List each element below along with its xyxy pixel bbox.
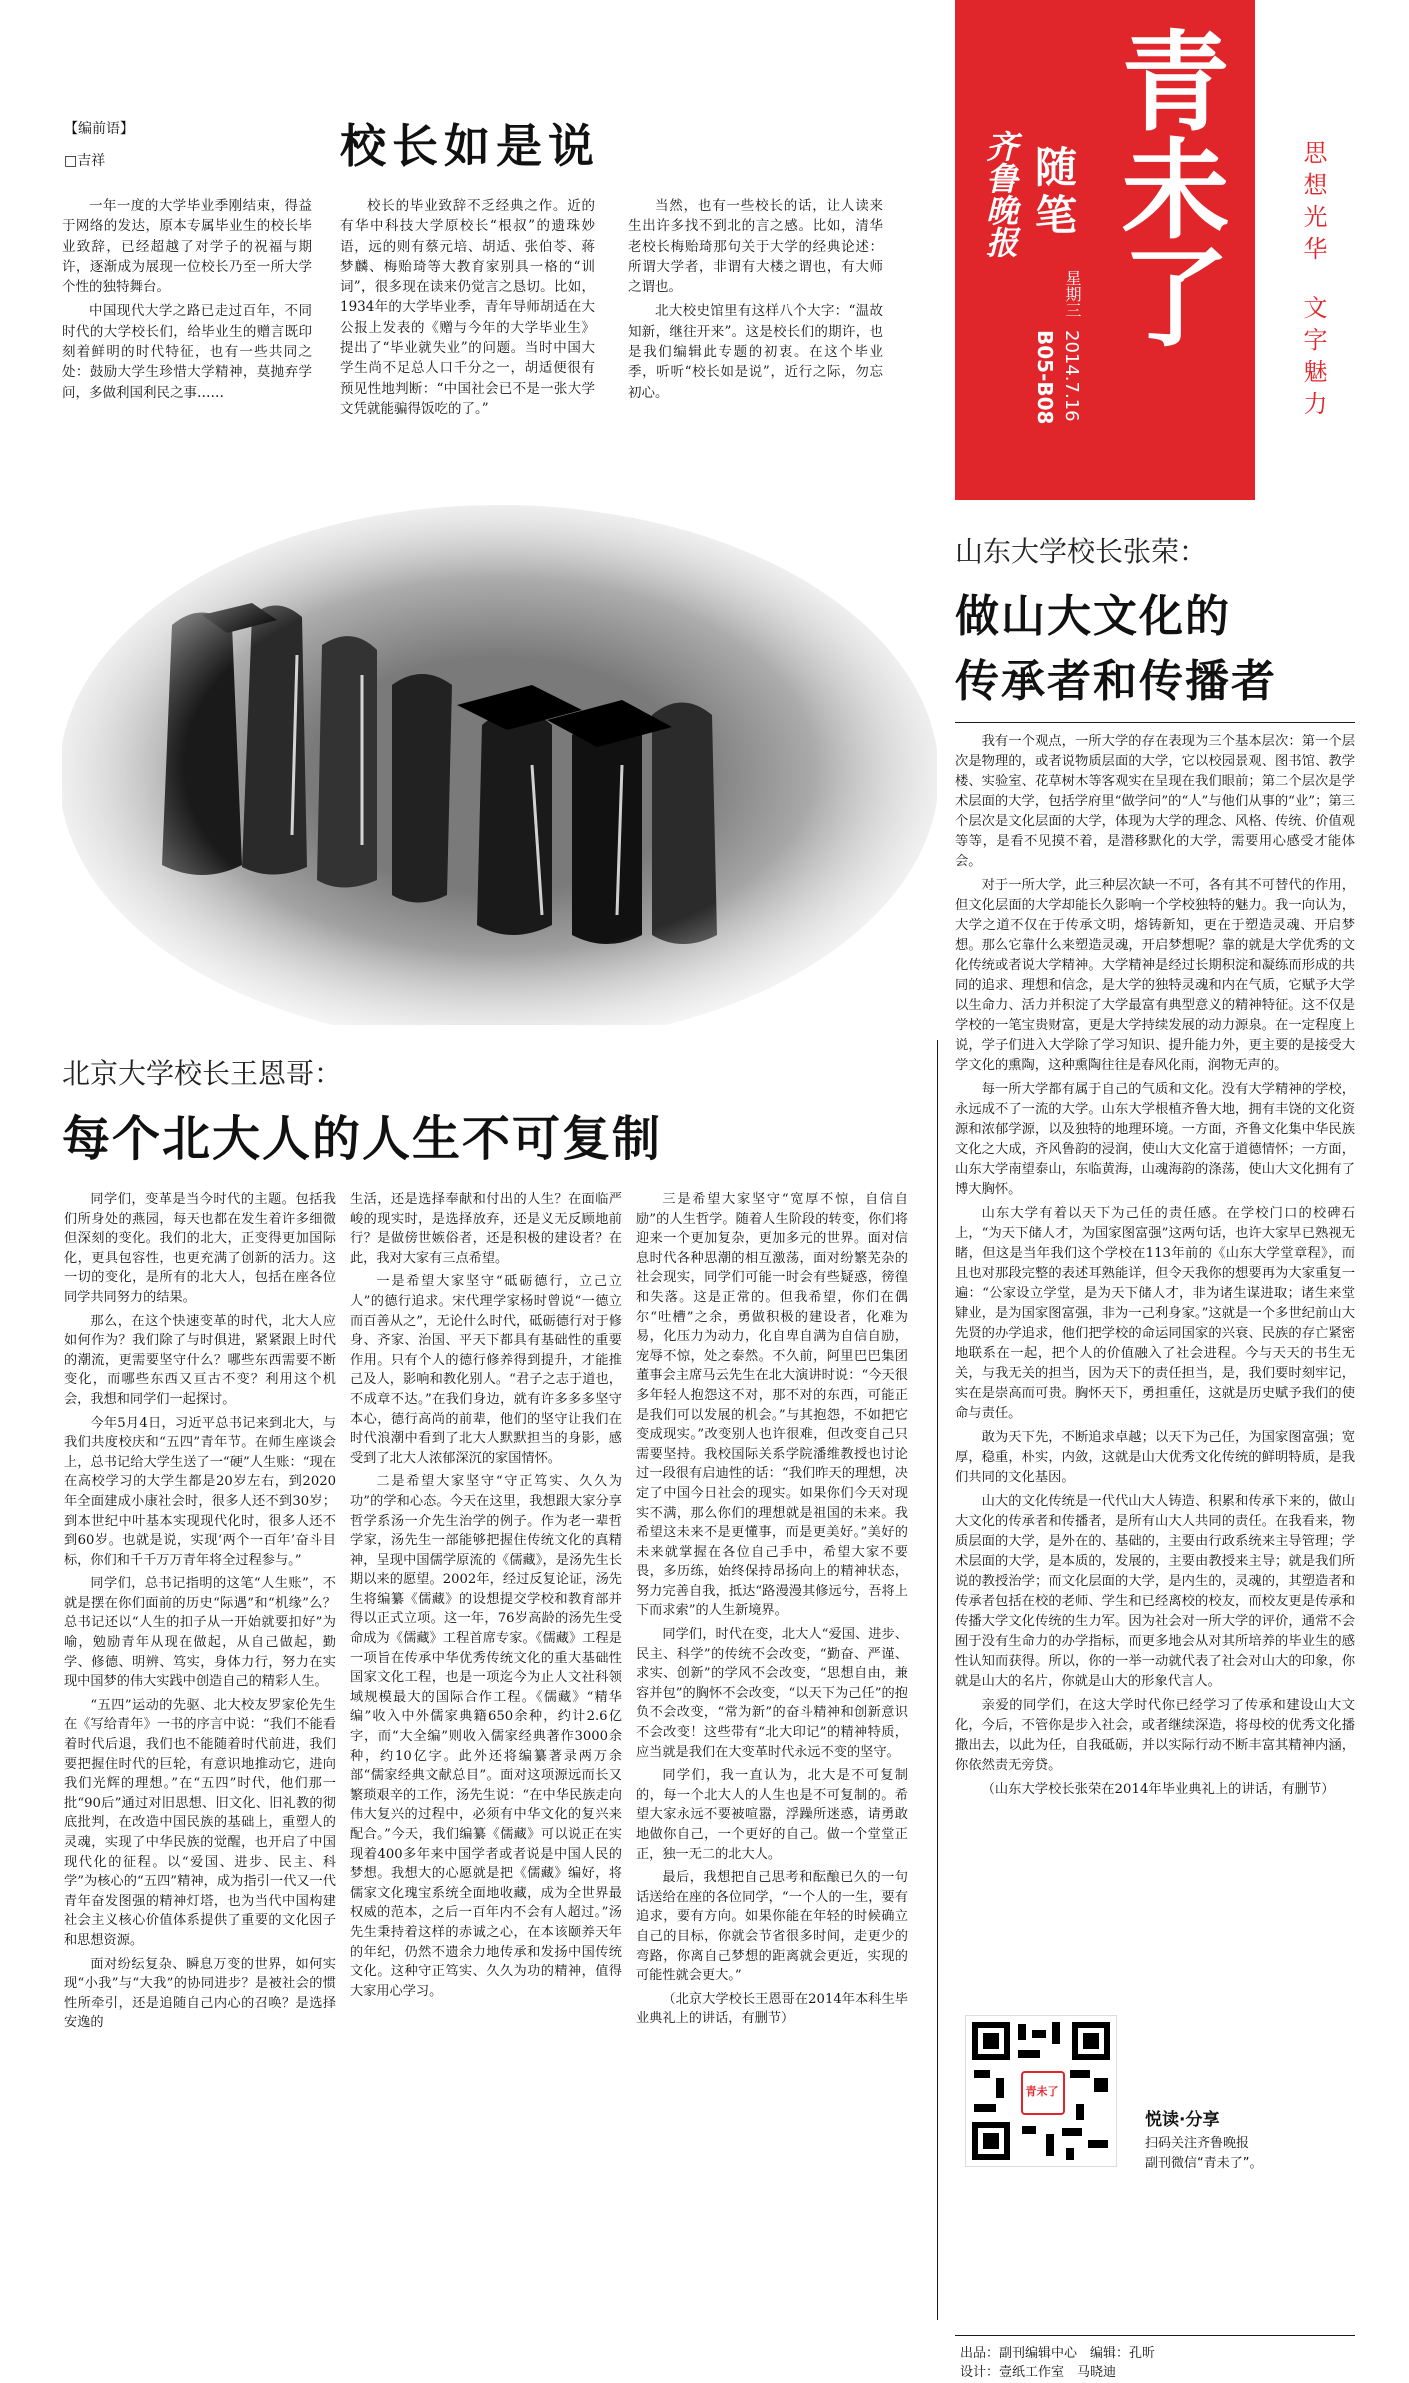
sdu-para-2: 对于一所大学，此三种层次缺一不可，各有其不可替代的作用，但文化层面的大学却能长久影响一个学校独特的魅力。我一向认为，大学之道不仅在于传承文明，熔铸新知，更在于塑造灵魂、开启梦想。那么它靠什么来塑造灵魂，开启梦想呢？靠的就是大学优秀的文化传统或者说大学精神。大学精神是经过长期积淀和凝练而形成的共同的追求、理想和信念，是大学的独特灵魂和内在气质，它赋予大学以生命力、活力并积淀了大学最富有典型意义的精神特征。这不仅是学校的一笔宝贵财富，更是大学持续发展的动力源泉。在一定程度上说，学子们进入大学除了学习知识、提升能力外，更主要的是接受大学文化的熏陶，这种熏陶往往是春风化雨，润物无声的。	[955, 878, 1355, 1073]
pku-col3-para-1: 三是希望大家坚守“宽厚不惊，自信自励”的人生哲学。随着人生阶段的转变，你们将迎来一个更加复杂，更加多元的世界。面对信息时代各种思潮的相互激荡，面对纷繁芜杂的社会现实，同学们可能一时会有些疑惑，徬徨和失落。这是正常的。但我希望，你们在偶尔“吐槽”之余，勇做积极的建设者，化难为易，化压力为动力，化自卑自满为自信自励，宠辱不惊，处之泰然。不久前，阿里巴巴集团董事会主席马云先生在北大演讲时说：“今天很多年轻人抱怨这不对，那不对的东西，可能正是我们可以发展的机会。”与其抱怨，不如把它变成现实。”改变别人也许很难，但改变自己只需要坚持。我校国际关系学院潘维教授也讨论过一段很有启迪性的话：“我们昨天的理想，决定了中国今日社会的现实。如果你们今天对现实不满，那么你们的理想就是祖国的未来。我希望这未来不是更懂事，而是更美好。”美好的未来就掌握在各位自己手中，希望大家不要畏，多历练，始终保持昂扬向上的精神状态，努力完善自我，抵达“路漫漫其修远兮，吾将上下而求索”的人生新境界。	[636, 1192, 908, 1619]
sdu-para-8: （山东大学校长张荣在2014年毕业典礼上的讲话，有删节）	[981, 1782, 1335, 1797]
slogan-2: 文字魅力	[1299, 295, 1327, 423]
sdu-para-5: 敢为天下先，不断追求卓越；以天下为己任，为国家图富强；宽厚，稳重，朴实，内敛，这就是山大优秀文化传统的鲜明特质，是我们共同的文化基因。	[955, 1430, 1355, 1485]
sdu-kicker: 山东大学校长张荣：	[955, 535, 1208, 568]
editor-para-5: 北大校史馆里有这样八个大字：“温故知新，继往开来”。这是校长们的期许，也是我们编辑此专题的初衷。在这个毕业季，听听“校长如是说”，近行之际，勿忘初心。	[628, 303, 883, 401]
qr-code[interactable]	[965, 2015, 1117, 2167]
sdu-headline-1: 做山大文化的	[955, 591, 1231, 642]
sdu-para-6: 山大的文化传统是一代代山大人铸造、积累和传承下来的，做山大文化的传承者和传播者，是所有山大人共同的责任。在我看来，物质层面的大学，是外在的、基础的，主要由行政系统来主导管理；学术层面的大学，是本质的，发展的，主要由教授来主导；就是我们所说的教授治学；而文化层面的大学，是内生的，灵魂的，其塑造者和传承者包括在校的老师、学生和已经离校的校友，而校友更是传承和传播大学文化传统的生力军。因为社会对一所大学的评价，通常不会囿于没有生命力的办学指标，而更多地会从对其所培养的毕业生的感性认知而获得。所以，你的一举一动就代表了社会对山大的印象，你就是山大的名片，你就是山大的形象代言人。	[955, 1494, 1355, 1689]
pku-col3-para-3: 同学们，我一直认为，北大是不可复制的，每一个北大人的人生也是不可复制的。希望大家永远不要被喧嚣，浮躁所迷惑，请勇敢地做你自己，一个更好的自己。做一个堂堂正正，独一无二的北大人。	[636, 1768, 908, 1862]
sdu-para-1: 我有一个观点，一所大学的存在表现为三个基本层次：第一个层次是物理的，或者说物质层面的大学，它以校园景观、图书馆、教学楼、实验室、花草树木等客观实在呈现在我们眼前；第二个层次是学术层面的大学，包括学府里“做学问”的“人”与他们从事的“业”；第三个层次是文化层面的大学，体现为大学的理念、风格、传统、价值观等等，是看不见摸不着，是潜移默化的大学，需要用心感受才能体会。	[955, 734, 1355, 869]
sdu-para-4: 山东大学有着以天下为己任的责任感。在学校门口的校碑石上，“为天下储人才，为国家图富强”这两句话，也许大家早已熟视无睹，但这是当年我们这个学校在113年前的《山东大学堂章程》，而且也对那段完整的表述耳熟能详，但令天我你的想要再为大家重复一遍：“公家设立学堂，是为天下储人才，非为诸生谋进取；诸生来堂肄业，是为国家图富强，非为一己利身家。”这就是一个多世纪前山大先贤的办学追求，他们把学校的命运同国家的兴衰、民族的存亡紧密地联系在一起，把个人的价值融入了社会进程。今与天天的书生无关，与我无关的担当，因为天下的责任担当，是，我们要时刻牢记，实在是崇高而可贵。胸怀天下，勇担重任，这就是历史赋予我们的使命与责任。	[955, 1206, 1355, 1421]
graduation-illustration	[62, 505, 937, 1025]
pku-kicker: 北京大学校长王恩哥：	[62, 1057, 343, 1090]
qr-line-2: 副刊微信“青未了”。	[1145, 2156, 1263, 2171]
qr-title: 悦读·分享	[1145, 2110, 1220, 2130]
sdu-para-7: 亲爱的同学们，在这大学时代你已经学习了传承和建设山大文化，今后，不管你是步入社会，或者继续深造，将母校的优秀文化播撒出去，以此为任，自我砥砺，并以实际行动不断丰富其精神内涵，你依然责无旁贷。	[955, 1698, 1355, 1773]
editor-para-3: 校长的毕业致辞不乏经典之作。近的有华中科技大学原校长“根叔”的遗珠妙语，远的则有蔡元培、胡适、张伯苓、蒋梦麟、梅贻琦等大教育家别具一格的“训词”，很多现在读来仍觉言之恳切。比如，1934年的大学毕业季，青年导师胡适在大公报上发表的《赠与今年的大学毕业生》提出了“毕业就失业”的问题。当时中国大学生尚不足总人口千分之一，胡适便很有预见性地判断：“中国社会已不是一张大学文凭就能骗得饭吃的了。”	[340, 198, 595, 417]
pku-col1-para-5: “五四”运动的先驱、北大校友罗家伦先生在《写给青年》一书的序言中说：“我们不能看着时代后退，我们也不能随着时代前进，我们要把握住时代的巨轮，有意识地推动它，进向我们光辉的理想。”在“五四”时代，他们那一批“90后”通过对旧思想、旧文化、旧礼教的彻底批判，在改造中国民族的基础上，重塑人的灵魂，实现了中华民族的觉醒，也开启了中国现代化的征程。以“爱国、进步、民主、科学”为核心的“五四”精神，成为指引一代又一代青年奋发图强的精神灯塔，也为当代中国构建社会主义核心价值体系提供了重要的文化因子和思想资源。	[64, 1697, 336, 1948]
pku-col-2	[350, 1190, 622, 2001]
sdu-headline-2: 传承者和传播者	[955, 656, 1277, 707]
pku-col2-para-2: 一是希望大家坚守“砥砺德行，立己立人”的德行追求。宋代理学家杨时曾说“一德立而百善从之”，无论什么时代，砥砺德行对于修身、齐家、治国、平天下都具有基础性的重要作用。只有个人的德行修养得到提升，才能推己及人，影响和教化别人。“君子之志于道也，不成章不达。”在我们身边，就有许多多多坚守本心，德行高尚的前辈，他们的坚守让我们在时代浪潮中看到了北大人默默担当的身影，感受到了北大人浓郁深沉的家国情怀。	[350, 1274, 622, 1466]
page-range: B05-B08	[1033, 330, 1057, 425]
sdu-rule	[955, 722, 1355, 723]
editor-tag: 【编前语】	[64, 121, 134, 137]
masthead-block	[955, 0, 1255, 500]
sdu-para-3: 每一所大学都有属于自己的气质和文化。没有大学精神的学校，永远成不了一流的大学。山东大学根植齐鲁大地，拥有丰饶的文化资源和浓郁学源，以及独特的地理环境。一方面，齐鲁文化集中华民族文化之大成，齐风鲁韵的浸润，使山大文化富于道德情怀；一方面，山东大学南望泰山，东临黄海，山魂海韵的涤荡，使山大文化拥有了博大胸怀。	[955, 1082, 1355, 1197]
slogan-1: 思想光华	[1299, 140, 1327, 268]
pku-col3-para-2: 同学们，时代在变，北大人“爱国、进步、民主、科学”的传统不会改变，“勤奋、严谨、求实、创新”的学风不会改变，“思想自由，兼容并包”的胸怀不会改变，“以天下为己任”的抱负不会改变，“常为新”的奋斗精神和创新意识不会改变！这些带有“北大印记”的精神特质，应当就是我们在大变革时代永远不变的坚守。	[636, 1627, 908, 1760]
editor-para-1: 一年一度的大学毕业季刚结束，得益于网络的发达，原本专属毕业生的校长毕业致辞，已经超越了对学子的祝福与期许，逐渐成为展现一位校长乃至一所大学个性的独特舞台。	[62, 198, 312, 296]
pku-col2-para-3: 二是希望大家坚守“守正笃实、久久为功”的学和心态。今天在这里，我想跟大家分享哲学系汤一介先生治学的例子。作为老一辈哲学家，汤先生一部能够把握住传统文化的真精神，呈现中国儒学原流的《儒藏》，是汤先生长期以来的愿望。2002年，经过反复论证，汤先生将编纂《儒藏》的设想提交学校和教育部并得以正式立项。这一年，76岁高龄的汤先生受命成为《儒藏》工程首席专家。《儒藏》工程是一项旨在传承中华优秀传统文化的重大基础性国家文化工程，也是一项迄今为止人文社科领域规模最大的国际合作工程。《儒藏》“精华编”收入中外儒家典籍650余种，约计2.6亿字，而“大全编”则收入儒家经典著作3000余种，约10亿字。此外还将编纂著录两万余部“儒家经典文献总目”。面对这项源远而长又繁琐艰辛的工作，汤先生说：“在中华民族走向伟大复兴的过程中，必须有中华文化的复兴来配合。”今天，我们编纂《儒藏》可以说正在实现着400多年来中国学者或者说是中国人民的梦想。我想大的心愿就是把《儒藏》编好，将儒家文化瑰宝系统全面地收藏，成为全世界最权威的范本，之后一百年内不会有人超过。”汤先生秉持着这样的赤诚之心，在本该颐养天年的年纪，仍然不遗余力地传承和发扬中国传统文化。这种守正笃实、久久为功的精神，值得大家用心学习。	[350, 1474, 622, 1999]
editor-col-1	[62, 196, 312, 403]
column-divider	[937, 1040, 938, 2320]
weekday: 星期三	[1063, 270, 1082, 318]
qr-line-1: 扫码关注齐鲁晚报	[1145, 2136, 1250, 2151]
editor-author: □吉祥	[64, 153, 106, 169]
masthead-title: 青未了	[1103, 25, 1228, 349]
illustration-svg	[62, 505, 937, 1025]
pku-col2-para-1: 生活，还是选择奉献和付出的人生？在面临严峻的现实时，是选择放弃，还是义无反顾地前行？是做傍世嫉俗者，还是积极的建设者？在此，我对大家有三点希望。	[350, 1192, 622, 1266]
editor-para-2: 中国现代大学之路已走过百年，不同时代的大学校长们，给毕业生的赠言既印刻着鲜明的时代特征，也有一些共同之处：鼓励大学生珍惜大学精神，莫抛弃学问，多做利国利民之事……	[62, 303, 312, 401]
pku-col3-para-4: 最后，我想把自己思考和酝酿已久的一句话送给在座的各位同学，“一个人的一生，要有追求，要有方向。如果你能在年轻的时候确立自己的目标，你就会节省很多时间，走更少的弯路，你离自己梦想的距离就会更近，实现的可能性就会更大。”	[636, 1870, 908, 1984]
editor-para-4: 当然，也有一些校长的话，让人读来生出许多找不到北的言之感。比如，清华老校长梅贻琦那句关于大学的经典论述：所谓大学者，非谓有大楼之谓也，有大师之谓也。	[628, 198, 883, 296]
qr-center-label: 青未了	[1025, 2085, 1059, 2098]
issue-date: 2014.7.16	[1061, 330, 1082, 422]
pku-col1-para-1: 同学们，变革是当今时代的主题。包括我们所身处的燕园，每天也都在发生着许多细微但深刻的变化。我们的北大，正变得更加国际化，更具包容性，也更充满了创新的活力。这一切的变化，是所有的北大人，包括在座各位同学共同努力的结果。	[64, 1192, 336, 1305]
pku-col1-para-2: 那么，在这个快速变革的时代，北大人应如何作为？我们除了与时俱进，紧紧跟上时代的潮流，更需要坚守什么？哪些东西需要不断变化，而哪些东西又亘古不变？利用这个机会，我想和同学们一起探讨。	[64, 1313, 336, 1407]
pku-col-3	[636, 1190, 908, 2029]
sdu-body	[955, 732, 1355, 1800]
footer-credit-2: 设计：壹纸工作室 马晓迪	[960, 2365, 1117, 2380]
footer-credit-1: 出品：副刊编辑中心 编辑：孔昕	[960, 2346, 1156, 2361]
editor-headline: 校长如是说	[340, 119, 600, 173]
pku-col3-para-5: （北京大学校长王恩哥在2014年本科生毕业典礼上的讲话，有删节）	[636, 1991, 908, 2027]
pku-col1-para-3: 今年5月4日，习近平总书记来到北大，与我们共度校庆和“五四”青年节。在师生座谈会上，总书记给大学生送了一“硬”人生账：“现在在高校学习的大学生都是20岁左右，到2020年全面建成小康社会时，很多人还不到30岁；到本世纪中叶基本实现现代化时，很多人还不到60岁。也就是说，实现‘两个一百年’奋斗目标，你们和千千万万青年将全过程参与。”	[64, 1415, 336, 1568]
paper-logo: 齐鲁晚报	[981, 130, 1019, 258]
pku-col1-para-4: 同学们，总书记指明的这笔“人生账”，不就是摆在你们面前的历史“际遇”和“机缘”么？总书记还以“人生的扣子从一开始就要扣好”为喻，勉励青年从现在做起，从自己做起，勤学、修德、明辨、笃实，身体力行，努力在实现中国梦的伟大实践中创造自己的精彩人生。	[64, 1576, 336, 1690]
pku-col-1	[64, 1190, 336, 2033]
footer-rule	[955, 2335, 1355, 2336]
pku-headline: 每个北大人的人生不可复制	[62, 1111, 663, 1167]
editor-col-2	[340, 196, 595, 419]
section-name: 随笔	[1029, 145, 1078, 241]
pku-col1-para-6: 面对纷纭复杂、瞬息万变的世界，如何实现“小我”与“大我”的协同进步？是被社会的惯性所牵引，还是追随自己内心的召唤？是选择安逸的	[64, 1956, 336, 2031]
editor-col-3	[628, 196, 883, 403]
